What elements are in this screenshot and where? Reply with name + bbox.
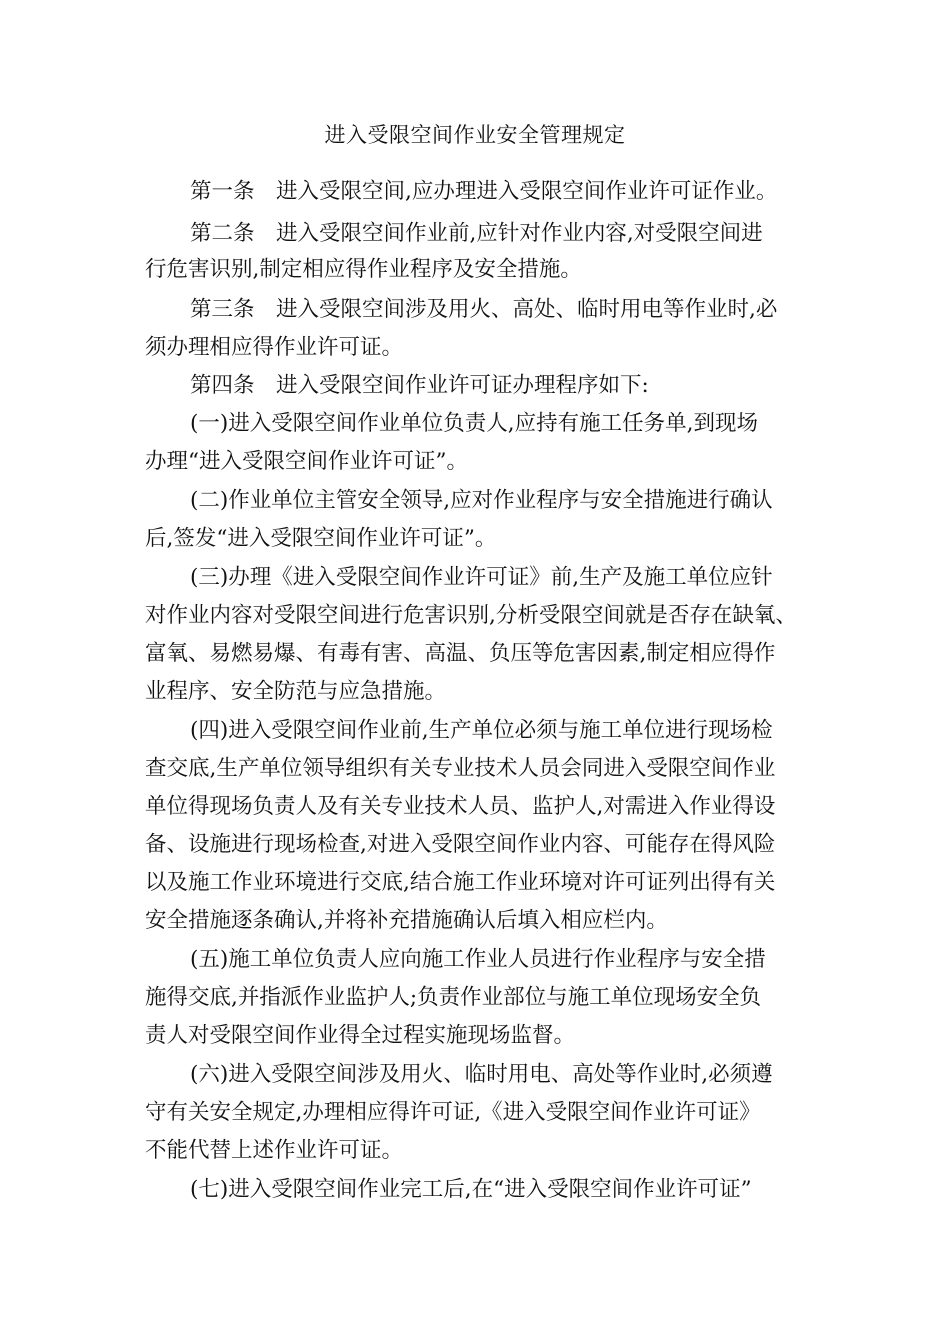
item-6-line-2: 守有关安全规定,办理相应得许可证,《进入受限空间作业许可证》 bbox=[145, 1100, 761, 1125]
item-3-line-4: 业程序、安全防范与应急措施。 bbox=[145, 679, 447, 704]
item-4-line-6: 安全措施逐条确认,并将补充措施确认后填入相应栏内。 bbox=[145, 908, 668, 933]
item-3-line-3: 富氧、易燃易爆、有毒有害、高温、负压等危害因素,制定相应得作 bbox=[145, 641, 776, 666]
item-1-line-1: (一)进入受限空间作业单位负责人,应持有施工任务单,到现场 bbox=[190, 411, 758, 436]
item-4-line-1: (四)进入受限空间作业前,生产单位必须与施工单位进行现场检 bbox=[190, 718, 773, 743]
item-1-line-2: 办理“进入受限空间作业许可证”。 bbox=[145, 449, 468, 474]
item-4-line-2: 查交底,生产单位领导组织有关专业技术人员会同进入受限空间作业 bbox=[145, 756, 776, 781]
article-4-line-1: 第四条 进入受限空间作业许可证办理程序如下: bbox=[190, 373, 649, 398]
item-4-line-3: 单位得现场负责人及有关专业技术人员、监护人,对需进入作业得设 bbox=[145, 794, 776, 819]
item-7-line-1: (七)进入受限空间作业完工后,在“进入受限空间作业许可证” bbox=[190, 1177, 752, 1202]
item-4-line-4: 备、设施进行现场检查,对进入受限空间作业内容、可能存在得风险 bbox=[145, 832, 776, 857]
item-3-line-1: (三)办理《进入受限空间作业许可证》前,生产及施工单位应针 bbox=[190, 565, 773, 590]
item-3-line-2: 对作业内容对受限空间进行危害识别,分析受限空间就是否存在缺氧、 bbox=[145, 603, 797, 628]
article-1-line-1: 第一条 进入受限空间,应办理进入受限空间作业许可证作业。 bbox=[190, 179, 778, 204]
document-title: 进入受限空间作业安全管理规定 bbox=[324, 123, 626, 147]
item-5-line-1: (五)施工单位负责人应向施工作业人员进行作业程序与安全措 bbox=[190, 947, 766, 972]
item-2-line-1: (二)作业单位主管安全领导,应对作业程序与安全措施进行确认 bbox=[190, 488, 773, 513]
item-5-line-2: 施得交底,并指派作业监护人;负责作业部位与施工单位现场安全负 bbox=[145, 985, 762, 1010]
article-2-line-1: 第二条 进入受限空间作业前,应针对作业内容,对受限空间进 bbox=[190, 221, 763, 246]
article-3-line-1: 第三条 进入受限空间涉及用火、高处、临时用电等作业时,必 bbox=[190, 297, 778, 322]
item-6-line-3: 不能代替上述作业许可证。 bbox=[145, 1138, 404, 1163]
item-6-line-1: (六)进入受限空间涉及用火、临时用电、高处等作业时,必须遵 bbox=[190, 1062, 773, 1087]
item-5-line-3: 责人对受限空间作业得全过程实施现场监督。 bbox=[145, 1023, 576, 1048]
article-3-line-2: 须办理相应得作业许可证。 bbox=[145, 335, 404, 360]
article-2-line-2: 行危害识别,制定相应得作业程序及安全措施。 bbox=[145, 257, 582, 282]
item-4-line-5: 以及施工作业环境进行交底,结合施工作业环境对许可证列出得有关 bbox=[145, 870, 776, 895]
item-2-line-2: 后,签发“进入受限空间作业许可证”。 bbox=[145, 526, 497, 551]
